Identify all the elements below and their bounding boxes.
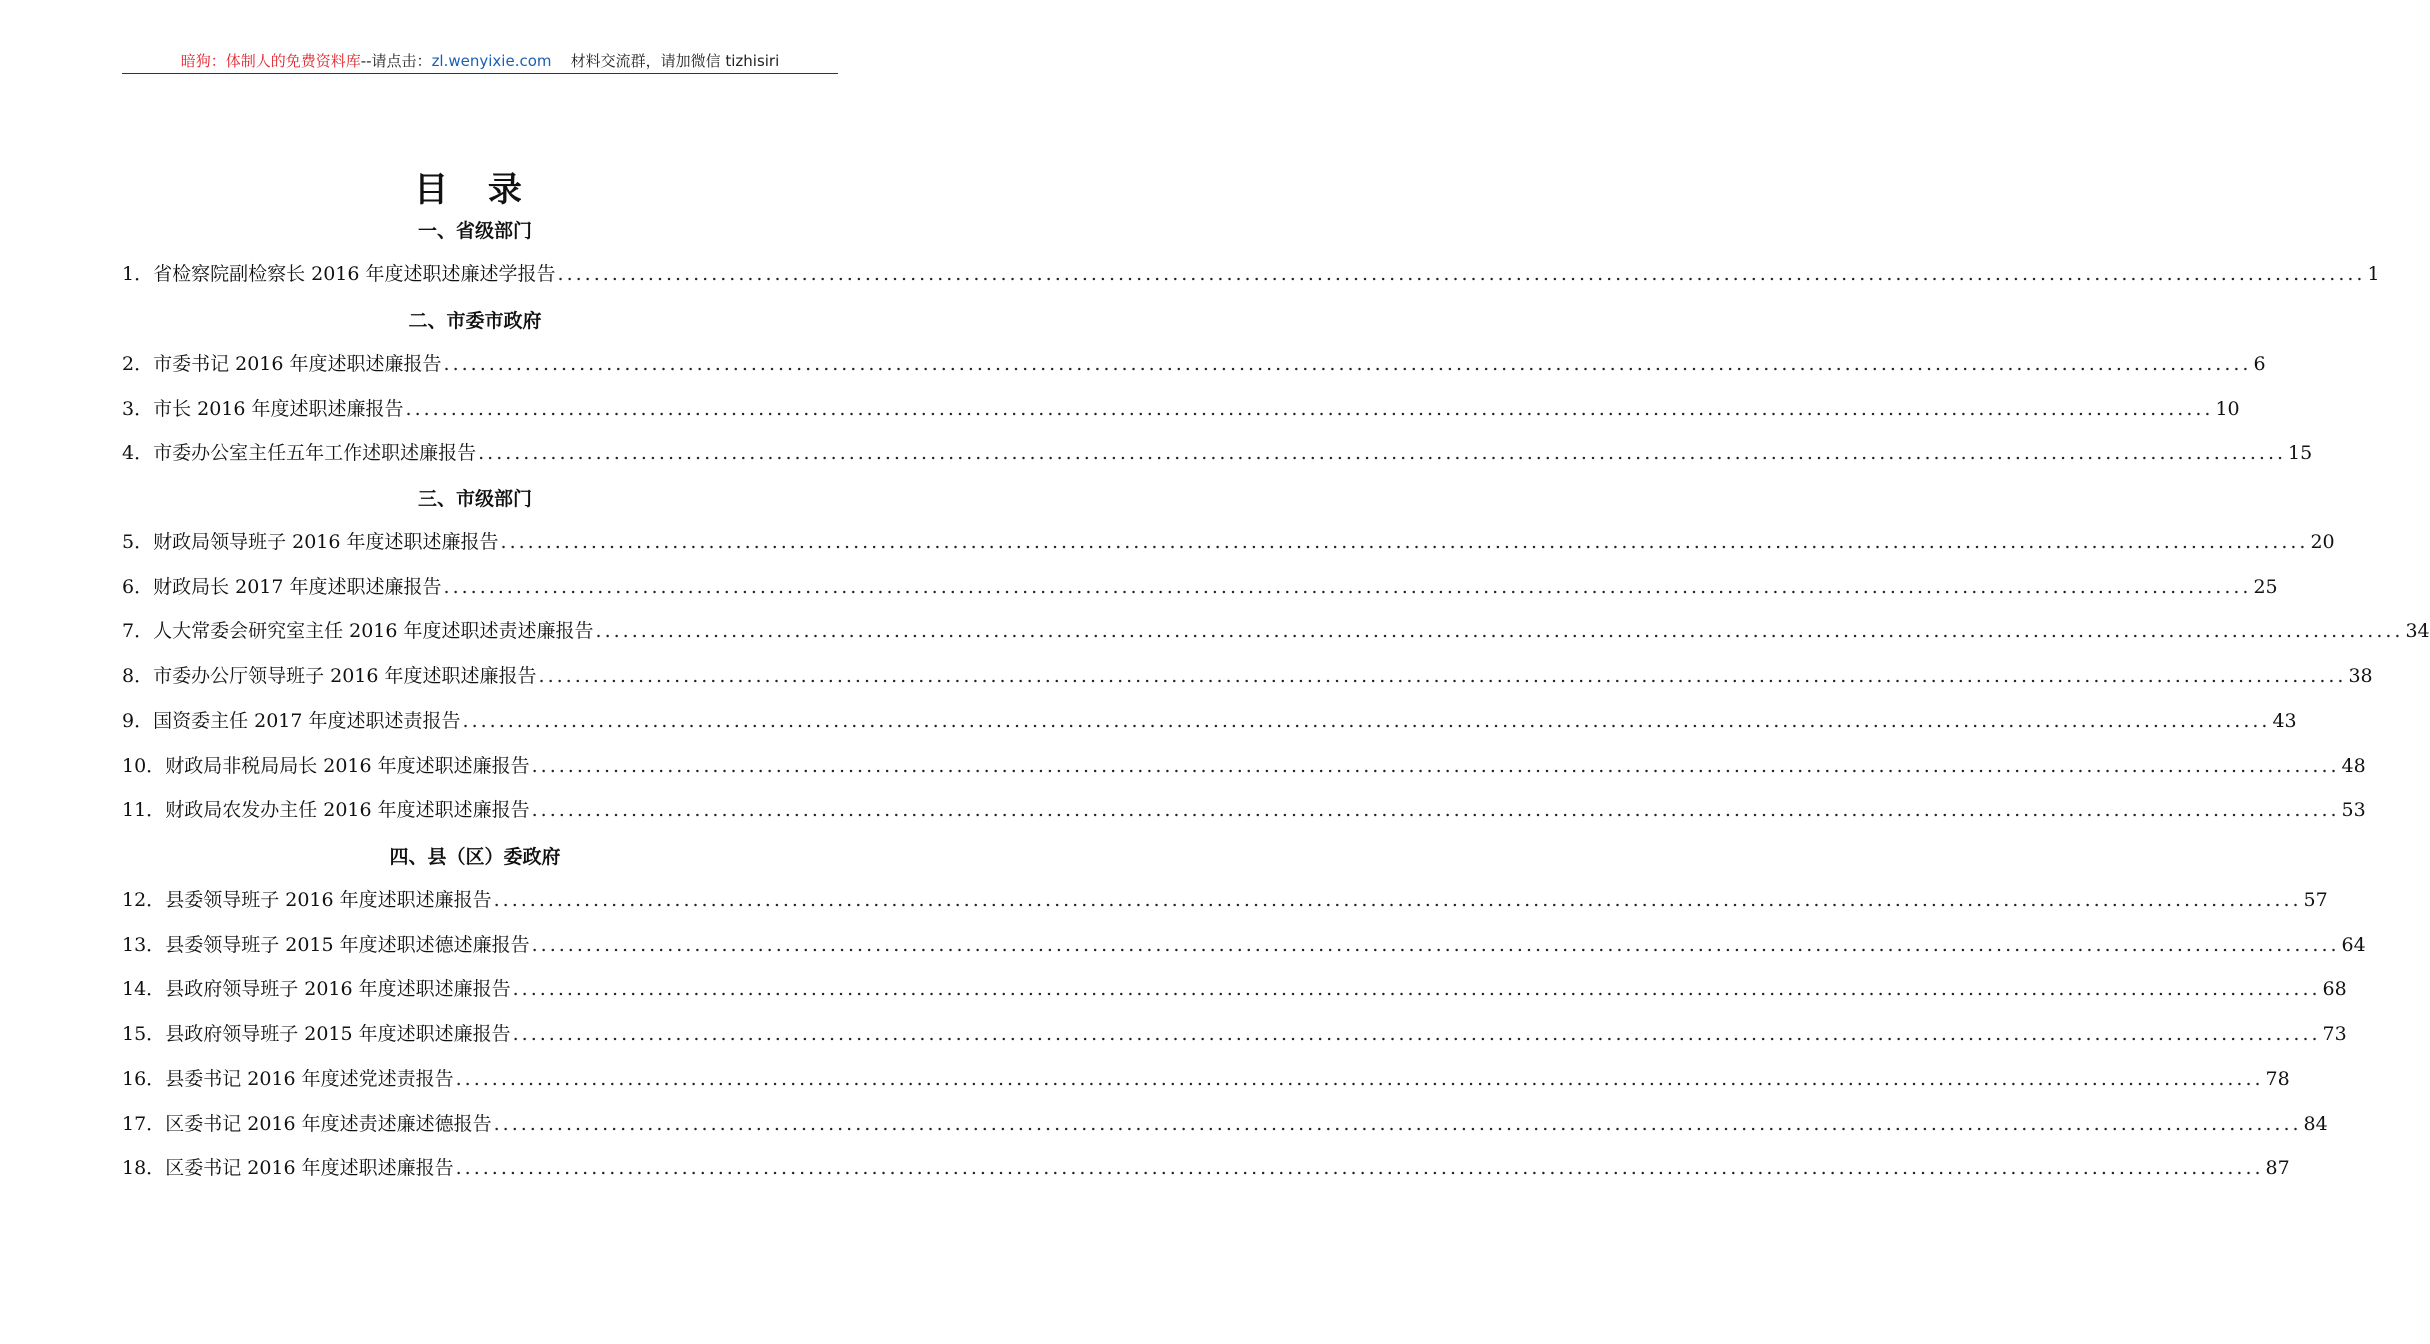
toc-entry-title: 市长 2016 年度述职述廉报告 [153, 397, 404, 420]
page-header [122, 50, 838, 72]
toc-entry-number: 18． [122, 1157, 166, 1180]
header-link[interactable]: zl.wenyixie.com [431, 52, 552, 70]
toc-leader-dots: ........................................................................................................................................................................................................ [443, 575, 2252, 598]
header-prompt: --请点击： [360, 52, 432, 70]
toc-page-number: 68 [2322, 978, 2347, 1001]
toc-entry-title: 财政局领导班子 2016 年度述职述廉报告 [153, 531, 499, 553]
toc-page-number: 6 [2253, 353, 2266, 375]
toc-entry[interactable] [122, 752, 2366, 780]
toc-entry-title: 县政府领导班子 2016 年度述职述廉报告 [165, 978, 511, 1001]
toc-entry[interactable] [122, 1065, 2290, 1093]
toc-page-number: 10 [2215, 397, 2240, 420]
toc-entry-title: 区委书记 2016 年度述职述廉报告 [165, 1157, 454, 1180]
toc-leader-dots: ........................................................................................................................................................................................................ [462, 709, 2271, 732]
toc-leader-dots: ........................................................................................................................................................................................................ [478, 442, 2287, 465]
page-title: 目 录 [414, 170, 536, 210]
toc-entry-title: 国资委主任 2017 年度述职述责报告 [153, 709, 461, 732]
toc-entry-number: 10． [122, 754, 166, 777]
toc-entry[interactable] [122, 975, 2347, 1003]
toc-entry-number: 7． [122, 620, 154, 643]
toc-leader-dots: ........................................................................................................................................................................................................ [493, 1112, 2302, 1135]
toc-entry[interactable] [122, 662, 2373, 690]
header-brand: 暗狗：体制人的免费资料库 [180, 52, 361, 70]
toc-leader-dots: ........................................................................................................................................................................................................ [531, 933, 2340, 956]
toc-entry-number: 16． [122, 1067, 166, 1090]
toc-entry-number: 12． [122, 889, 166, 911]
toc-entry-title: 财政局非税局局长 2016 年度述职述廉报告 [165, 754, 530, 777]
toc-entry-number: 1． [122, 263, 154, 285]
toc-entry[interactable] [122, 439, 2313, 467]
toc-entry-title: 人大常委会研究室主任 2016 年度述职述责述廉报告 [153, 620, 594, 643]
toc-entry[interactable] [122, 573, 2278, 601]
toc-entry[interactable] [122, 395, 2240, 423]
toc-entry-number: 11． [122, 799, 166, 822]
toc-entry-number: 14． [122, 978, 166, 1001]
toc-leader-dots: ........................................................................................................................................................................................................ [493, 889, 2302, 911]
toc-leader-dots: ........................................................................................................................................................................................................ [531, 754, 2340, 777]
toc-entry-number: 13． [122, 933, 166, 956]
toc-entry-number: 2． [122, 353, 154, 375]
toc-page-number: 38 [2348, 665, 2373, 688]
header-divider [122, 73, 838, 74]
toc-leader-dots: ........................................................................................................................................................................................................ [538, 665, 2347, 688]
toc-entry-title: 财政局农发办主任 2016 年度述职述廉报告 [165, 799, 530, 822]
toc-leader-dots: ........................................................................................................................................................................................................ [455, 1067, 2264, 1090]
toc-entry[interactable] [122, 1154, 2290, 1182]
toc-leader-dots: ........................................................................................................................................................................................................ [405, 397, 2214, 420]
toc-entry[interactable] [122, 931, 2366, 959]
toc-entry-number: 6． [122, 575, 154, 598]
toc-entry-number: 4． [122, 442, 154, 465]
toc-entry-title: 省检察院副检察长 2016 年度述职述廉述学报告 [153, 263, 556, 285]
toc-entry-title: 县政府领导班子 2015 年度述职述廉报告 [165, 1023, 511, 1046]
toc-entry[interactable] [122, 350, 2266, 378]
toc-entry-title: 财政局长 2017 年度述职述廉报告 [153, 575, 442, 598]
toc-entry-number: 8． [122, 665, 154, 688]
toc-entry[interactable] [122, 260, 2380, 288]
toc-page-number: 64 [2341, 933, 2366, 956]
section-heading: 二、市委市政府 [408, 310, 542, 332]
toc-leader-dots: ........................................................................................................................................................................................................ [455, 1157, 2264, 1180]
toc-leader-dots: ........................................................................................................................................................................................................ [443, 353, 2252, 375]
toc-entry-number: 9． [122, 709, 154, 732]
section-heading: 四、县（区）委政府 [389, 846, 561, 868]
toc-leader-dots: ........................................................................................................................................................................................................ [531, 799, 2340, 822]
toc-page-number: 43 [2272, 709, 2297, 732]
header-contact: 材料交流群，请加微信 tizhisiri [570, 52, 780, 70]
toc-entry[interactable] [122, 707, 2297, 735]
toc-leader-dots: ........................................................................................................................................................................................................ [512, 1023, 2321, 1046]
toc-page-number: 78 [2265, 1067, 2290, 1090]
toc-entry-title: 市委书记 2016 年度述职述廉报告 [153, 353, 442, 375]
toc-entry-number: 17． [122, 1112, 166, 1135]
toc-leader-dots: ........................................................................................................................................................................................................ [595, 620, 2404, 643]
toc-page-number: 25 [2253, 575, 2278, 598]
section-heading: 一、省级部门 [417, 220, 532, 242]
toc-page-number: 57 [2303, 889, 2328, 911]
section-heading: 三、市级部门 [417, 488, 532, 510]
toc-page-number: 73 [2322, 1023, 2347, 1046]
toc-entry-title: 县委领导班子 2016 年度述职述廉报告 [165, 889, 492, 911]
toc-page-number: 53 [2341, 799, 2366, 822]
toc-entry[interactable] [122, 617, 2430, 645]
toc-entry[interactable] [122, 886, 2328, 914]
toc-entry-title: 区委书记 2016 年度述责述廉述德报告 [165, 1112, 492, 1135]
toc-entry[interactable] [122, 1020, 2347, 1048]
toc-leader-dots: ........................................................................................................................................................................................................ [500, 531, 2309, 553]
toc-entry-title: 县委书记 2016 年度述党述责报告 [165, 1067, 454, 1090]
toc-entry-number: 15． [122, 1023, 166, 1046]
toc-page-number: 1 [2367, 263, 2380, 285]
toc-entry[interactable] [122, 796, 2366, 824]
toc-entry-number: 5． [122, 531, 154, 553]
toc-entry-number: 3． [122, 397, 154, 420]
toc-entry[interactable] [122, 1110, 2328, 1138]
toc-entry-title: 县委领导班子 2015 年度述职述德述廉报告 [165, 933, 530, 956]
toc-page-number: 87 [2265, 1157, 2290, 1180]
toc-page-number: 34 [2405, 620, 2430, 643]
toc-entry[interactable] [122, 528, 2335, 556]
toc-entry-title: 市委办公室主任五年工作述职述廉报告 [153, 442, 477, 465]
toc-page-number: 15 [2288, 442, 2313, 465]
toc-leader-dots: ........................................................................................................................................................................................................ [557, 263, 2366, 285]
toc-page-number: 20 [2310, 531, 2335, 553]
toc-leader-dots: ........................................................................................................................................................................................................ [512, 978, 2321, 1001]
toc-page-number: 84 [2303, 1112, 2328, 1135]
toc-page-number: 48 [2341, 754, 2366, 777]
toc-entry-title: 市委办公厅领导班子 2016 年度述职述廉报告 [153, 665, 537, 688]
